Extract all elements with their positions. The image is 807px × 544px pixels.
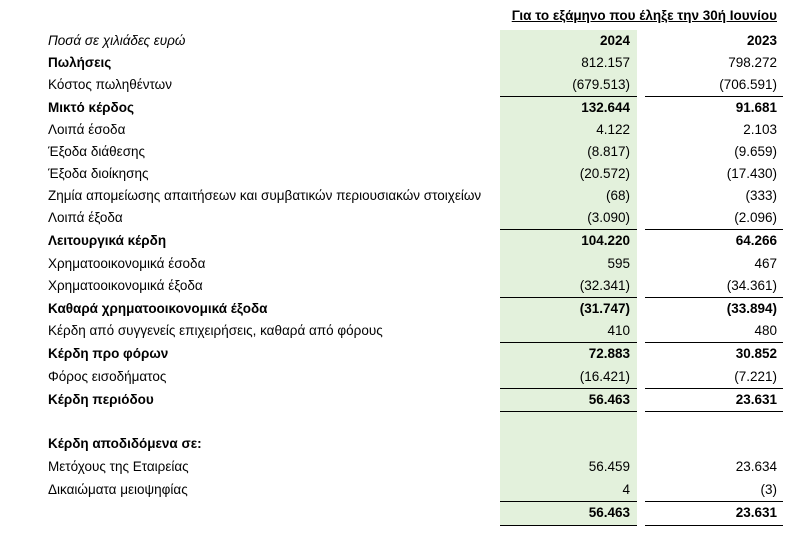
row-attribution-total <box>0 502 807 524</box>
total-rule <box>500 525 637 526</box>
value-2024: 410 <box>607 323 630 338</box>
value-2024: (679.513) <box>572 77 630 92</box>
value-2023: 480 <box>754 323 777 338</box>
row-owners-of-company <box>0 456 807 478</box>
row-label: Κέρδη από συγγενείς επιχειρήσεις, καθαρά από φόρους <box>48 323 383 338</box>
value-2023: 23.634 <box>735 459 777 474</box>
attribution-heading: Κέρδη αποδιδόμενα σε: <box>48 436 202 451</box>
value-2023: (2.096) <box>734 210 777 225</box>
value-2024: (32.341) <box>579 278 630 293</box>
value-2023: (17.430) <box>726 166 777 181</box>
row-label: Λειτουργικά κέρδη <box>48 233 167 248</box>
row-label: Μικτό κέρδος <box>48 100 134 115</box>
row-net-finance-costs <box>0 298 807 320</box>
row-other-expenses <box>0 207 807 229</box>
year-2023-header: 2023 <box>746 33 777 48</box>
row-operating-profit <box>0 230 807 252</box>
value-2024: 104.220 <box>581 233 630 248</box>
row-income-tax <box>0 366 807 388</box>
column-header-row <box>0 30 807 52</box>
value-2024: 132.644 <box>581 100 630 115</box>
unit-label: Ποσά σε χιλιάδες ευρώ <box>48 33 186 48</box>
row-admin-expenses <box>0 163 807 185</box>
value-2024: (68) <box>605 188 630 203</box>
value-2024: (16.421) <box>579 369 630 384</box>
row-other-income <box>0 119 807 141</box>
value-2023: 91.681 <box>735 100 777 115</box>
value-2024: 72.883 <box>588 346 630 361</box>
value-2024: 4.122 <box>596 122 630 137</box>
value-2024: 4 <box>622 482 630 497</box>
value-2023: (333) <box>745 188 777 203</box>
value-2023: (33.894) <box>726 301 777 316</box>
value-2023: 798.272 <box>728 55 777 70</box>
total-rule <box>645 411 783 412</box>
row-profit-before-tax <box>0 343 807 365</box>
row-label: Καθαρά χρηματοοικονομικά έξοδα <box>48 301 268 316</box>
total-2024: 56.463 <box>588 505 630 520</box>
row-label: Έξοδα διάθεσης <box>48 144 146 159</box>
row-label: Πωλήσεις <box>48 55 112 70</box>
row-finance-costs <box>0 275 807 297</box>
value-2023: (3) <box>760 482 777 497</box>
row-label: Λοιπά έσοδα <box>48 122 126 137</box>
row-label: Κόστος πωληθέντων <box>48 77 172 92</box>
row-impairment-loss <box>0 185 807 207</box>
value-2023: (706.591) <box>719 77 777 92</box>
row-label: Χρηματοοικονομικά έσοδα <box>48 256 206 271</box>
attribution-heading-row <box>0 433 807 455</box>
value-2023: 64.266 <box>735 233 777 248</box>
total-rule <box>645 525 783 526</box>
value-2023: (9.659) <box>734 144 777 159</box>
period-header: Για το εξάμηνο που έληξε την 30ή Ιουνίου <box>511 8 777 23</box>
row-label: Λοιπά έξοδα <box>48 210 123 225</box>
total-2023: 23.631 <box>735 505 777 520</box>
row-finance-income <box>0 253 807 275</box>
total-rule <box>500 411 637 412</box>
value-2024: (8.817) <box>587 144 630 159</box>
value-2023: (34.361) <box>726 278 777 293</box>
value-2023: 2.103 <box>743 122 777 137</box>
value-2024: (20.572) <box>579 166 630 181</box>
value-2023: 467 <box>754 256 777 271</box>
row-non-controlling-interests <box>0 479 807 501</box>
row-label: Κέρδη προ φόρων <box>48 346 169 361</box>
row-associates-profit <box>0 320 807 342</box>
row-profit-for-period <box>0 389 807 411</box>
value-2024: 595 <box>607 256 630 271</box>
year-2024-header: 2024 <box>599 33 630 48</box>
value-2023: 23.631 <box>735 392 777 407</box>
value-2023: 30.852 <box>735 346 777 361</box>
row-sales <box>0 52 807 74</box>
row-label: Κέρδη περιόδου <box>48 392 154 407</box>
value-2024: (3.090) <box>587 210 630 225</box>
row-label: Χρηματοοικονομικά έξοδα <box>48 278 203 293</box>
value-2024: (31.747) <box>579 301 630 316</box>
row-label: Μετόχους της Εταιρείας <box>48 459 189 474</box>
row-selling-expenses <box>0 141 807 163</box>
value-2023: (7.221) <box>734 369 777 384</box>
row-gross-profit <box>0 97 807 119</box>
value-2024: 56.459 <box>588 459 630 474</box>
value-2024: 812.157 <box>581 55 630 70</box>
row-label: Έξοδα διοίκησης <box>48 166 149 181</box>
row-cost-of-sales <box>0 74 807 96</box>
value-2024: 56.463 <box>588 392 630 407</box>
row-label: Ζημία απομείωσης απαιτήσεων και συμβατικών περιουσιακών στοιχείων <box>48 188 482 203</box>
row-label: Δικαιώματα μειοψηφίας <box>48 482 188 497</box>
row-label: Φόρος εισοδήματος <box>48 369 167 384</box>
